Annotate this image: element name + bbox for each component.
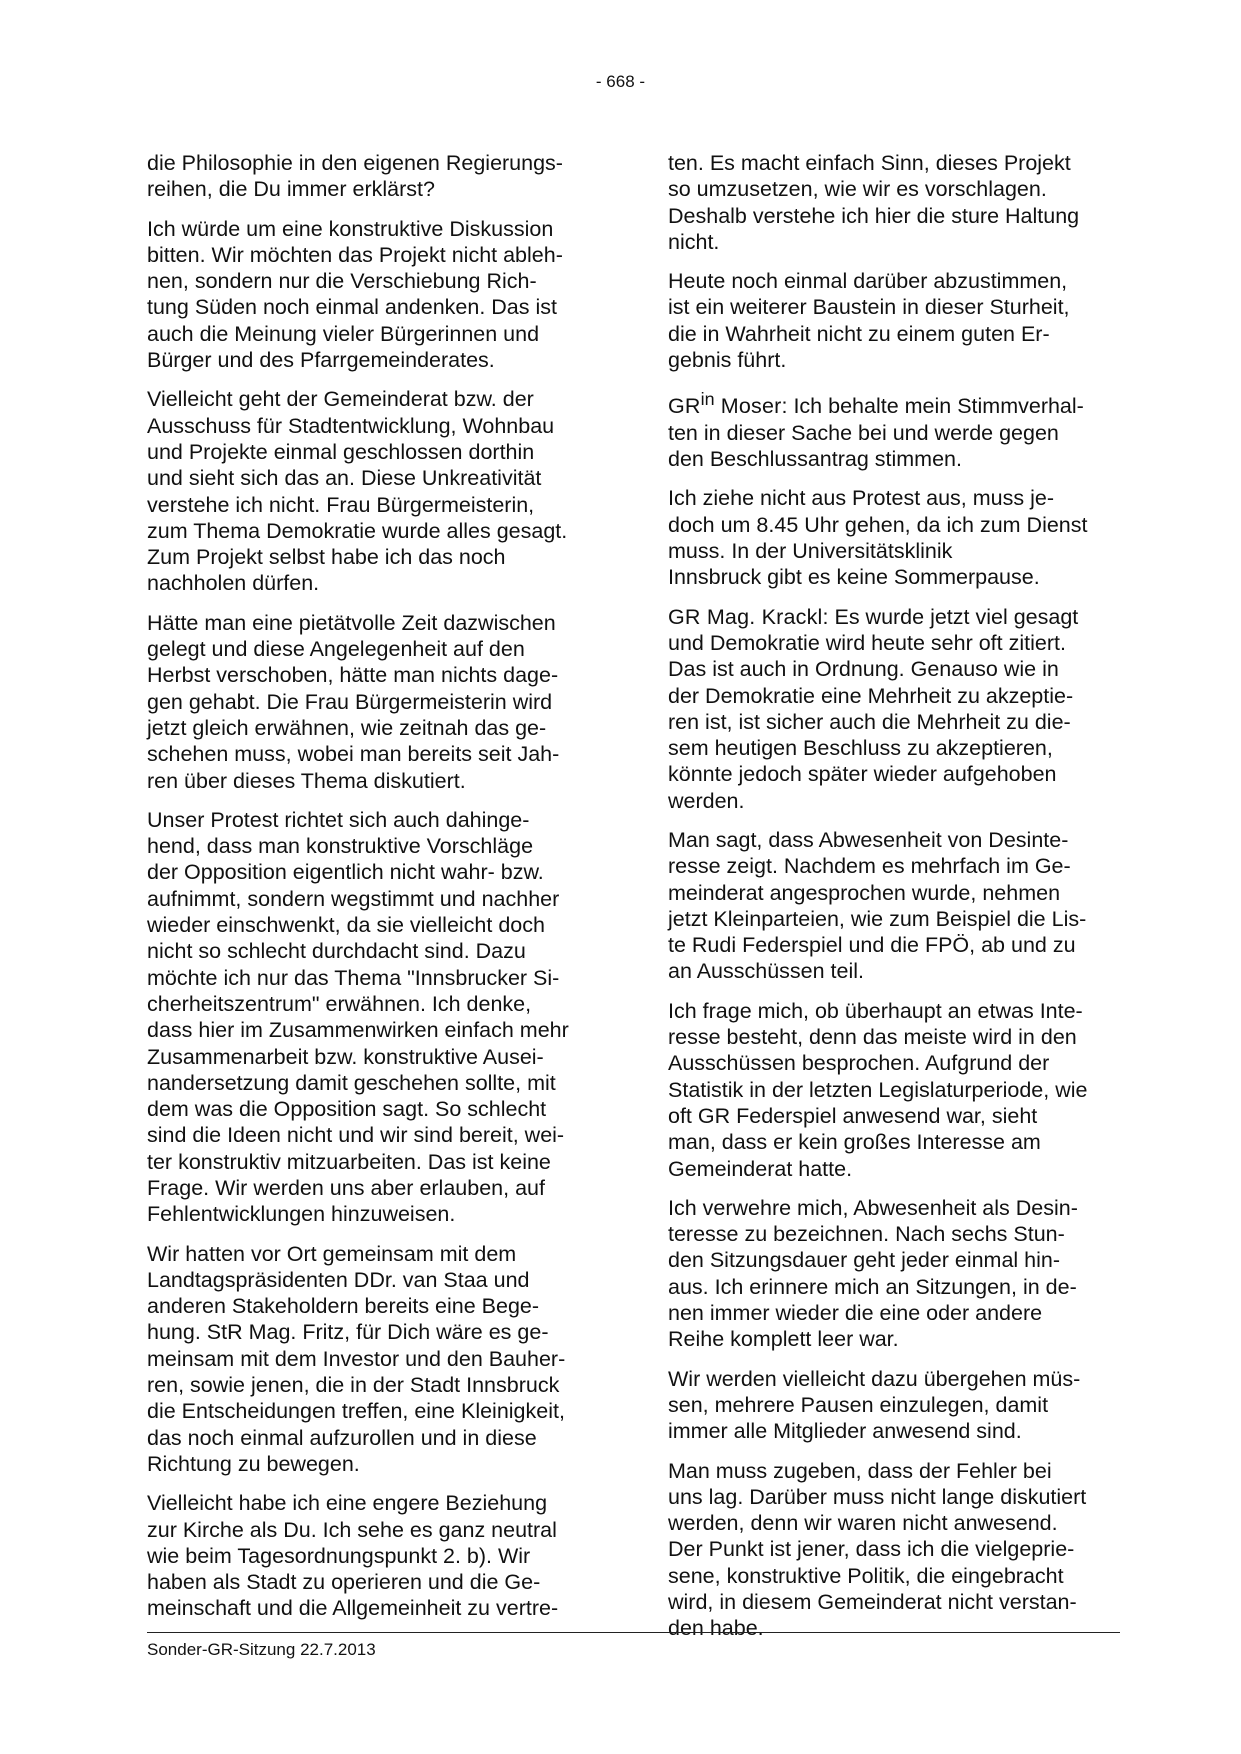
- speaker-name: Moser: [714, 394, 782, 419]
- speaker-title: GR: [668, 394, 701, 419]
- page-number: - 668 -: [595, 72, 646, 91]
- paragraph: Wir werden vielleicht dazu übergehen müs- sen, mehrere Pausen einzulegen, damit immer alle Mitglieder anwesend sind.: [668, 1366, 1081, 1444]
- paragraph: Vielleicht habe ich eine engere Beziehung zur Kirche als Du. Ich sehe es ganz neutral wie beim Tagesordnungspunkt 2. b). Wir haben als Stadt zu operieren und die Ge- meinschaft und die Allgemeinheit zu vertre-: [147, 1491, 559, 1621]
- speaker-name: GR Mag. Krackl: [668, 604, 823, 629]
- speech-krackl: [668, 604, 1130, 814]
- right-column: [668, 150, 1130, 1655]
- paragraph: Unser Protest richtet sich auch dahinge- hend, dass man konstruktive Vorschläge der Opposition eigentlich nicht wahr- bzw. aufnimmt, sondern wegstimmt und nachher wieder einschwenkt, da sie vielleicht doch nicht so schlecht durchdacht sind. Dazu möchte ich nur das Thema "Innsbrucker Si- cherheitszentrum" erwähnen. Ich denke, dass hier im Zusammenwirken einfach mehr Zusammenarbeit bzw. konstruktive Ausei- nandersetzung damit geschehen sollte, mit dem was die Opposition sagt. So schlecht sind die Ideen nicht und wir sind bereit, wei- ter konstruktiv mitzuarbeiten. Das ist keine Frage. Wir werden uns aber erlauben, auf Fehlentwicklungen hinzuweisen.: [147, 807, 569, 1227]
- paragraph: Ich ziehe nicht aus Protest aus, muss je- doch um 8.45 Uhr gehen, da ich zum Dienst muss. In der Universitätsklinik Innsbruck gibt es keine Sommerpause.: [668, 486, 1088, 590]
- speech-text: : Ich behalte mein Stimmverhal- ten in dieser Sache bei und werde gegen den Beschlussantrag stimmen.: [668, 394, 1084, 472]
- paragraph: Man sagt, dass Abwesenheit von Desinte- resse zeigt. Nachdem es mehrfach im Ge- meinderat angesprochen wurde, nehmen jetzt Kleinparteien, wie zum Beispiel die Lis- te Rudi Federspiel und die FPÖ, ab und zu an Ausschüssen teil.: [668, 827, 1087, 984]
- paragraph: Wir hatten vor Ort gemeinsam mit dem Landtagspräsidenten DDr. van Staa und anderen Stakeholdern bereits eine Bege- hung. StR Mag. Fritz, für Dich wäre es ge- meinsam mit dem Investor und den Bauher- ren, sowie jenen, die in der Stadt Innsbruck die Entscheidungen treffen, eine Kleinigkeit, das noch einmal aufzurollen und in diese Richtung zu bewegen.: [147, 1241, 566, 1476]
- paragraph: Ich frage mich, ob überhaupt an etwas Inte- resse besteht, denn das meiste wird in den Ausschüssen besprochen. Aufgrund der Statistik in der letzten Legislaturperiode, wie oft GR Federspiel anwesend war, sieht man, dass er kein großes Interesse am Gemeinderat hatte.: [668, 998, 1088, 1181]
- left-column: [147, 150, 597, 1635]
- footer-session-label: Sonder-GR-Sitzung 22.7.2013: [147, 1640, 376, 1659]
- paragraph: Heute noch einmal darüber abzustimmen, ist ein weiterer Baustein in dieser Sturheit, die in Wahrheit nicht zu einem guten Er- gebnis führt.: [668, 269, 1070, 373]
- paragraph: die Philosophie in den eigenen Regierungs- reihen, die Du immer erklärst?: [147, 151, 563, 202]
- paragraph: Ich verwehre mich, Abwesenheit als Desin- teresse zu bezeichnen. Nach sechs Stun- den Sitzungsdauer geht jeder einmal hin- aus. Ich erinnere mich an Sitzungen, in de- nen immer wieder die eine oder andere Reihe komplett leer war.: [668, 1195, 1078, 1352]
- paragraph: Ich würde um eine konstruktive Diskussion bitten. Wir möchten das Projekt nicht ableh- nen, sondern nur die Verschiebung Rich- tung Süden noch einmal andenken. Das ist auch die Meinung vieler Bürgerinnen und Bürger und des Pfarrgemeinderates.: [147, 216, 563, 373]
- paragraph: Hätte man eine pietätvolle Zeit dazwischen gelegt und diese Angelegenheit auf den Herbst verschoben, hätte man nichts dage- gen gehabt. Die Frau Bürgermeisterin wird jetzt gleich erwähnen, wie zeitnah das ge- schehen muss, wobei man bereits seit Jah- ren über dieses Thema diskutiert.: [147, 610, 560, 793]
- speech-text: : Es wurde jetzt viel gesagt und Demokratie wird heute sehr oft zitiert. Das ist auch in Ordnung. Genauso wie in der Demokratie eine Mehrheit zu akzeptie- ren ist, ist sicher auch die Mehrheit zu die- sem heutigen Beschluss zu akzeptieren, könnte jedoch später wieder aufgehoben werden.: [668, 604, 1079, 813]
- speech-moser: [668, 386, 1130, 472]
- paragraph: ten. Es macht einfach Sinn, dieses Projekt so umzusetzen, wie wir es vorschlagen. Deshalb verstehe ich hier die sture Haltung nicht.: [668, 151, 1080, 254]
- paragraph: Man muss zugeben, dass der Fehler bei uns lag. Darüber muss nicht lange diskutiert werden, denn wir waren nicht anwesend. Der Punkt ist jener, dass ich die vielgeprie- sene, konstruktive Politik, die eingebracht wird, in diesem Gemeinderat nicht verstan- den habe.: [668, 1458, 1087, 1641]
- footer-divider: [147, 1632, 1120, 1633]
- paragraph: Vielleicht geht der Gemeinderat bzw. der Ausschuss für Stadtentwicklung, Wohnbau und Projekte einmal geschlossen dorthin und sieht sich das an. Diese Unkreativität verstehe ich nicht. Frau Bürgermeisterin, zum Thema Demokratie wurde alles gesagt. Zum Projekt selbst habe ich das noch nachholen dürfen.: [147, 387, 568, 596]
- speaker-title-superscript: in: [700, 389, 715, 410]
